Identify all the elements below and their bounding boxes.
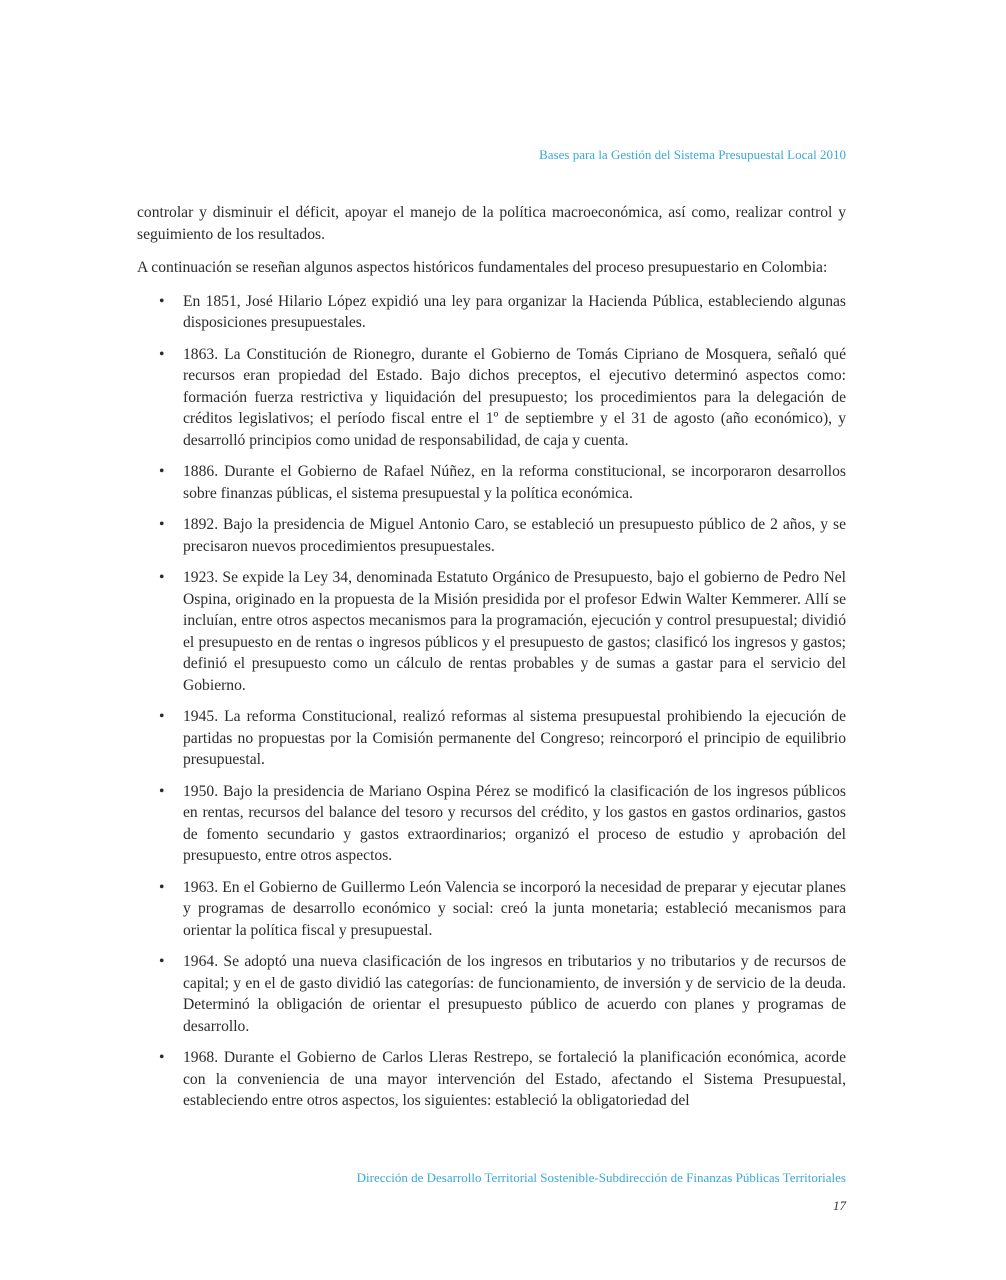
bullet-icon: •: [159, 516, 165, 533]
list-item: [137, 291, 846, 334]
paragraph-intro: controlar y disminuir el déficit, apoyar el manejo de la política macroeconómica, así como, realizar control y seguimiento de los resultados.: [137, 204, 846, 243]
list-item-text: 1886. Durante el Gobierno de Rafael Núñez, en la reforma constitucional, se incorporaron desarrollos sobre finanzas públicas, el sistema presupuestal y la política económica.: [183, 463, 846, 502]
list-item-text: 1964. Se adoptó una nueva clasificación de los ingresos en tributarios y no tributarios y de recursos de capital; y en el de gasto dividió las categorías: de funcionamiento, de inversión y de servicio de la deuda. Determinó la obligación de orientar el presupuesto público de acuerdo con planes y programas de desarrollo.: [183, 953, 846, 1035]
footer-credit: Dirección de Desarrollo Territorial Sostenible-Subdirección de Finanzas Públicas Territoriales: [356, 1170, 846, 1185]
list-item: [137, 567, 846, 696]
list-item-text: 1963. En el Gobierno de Guillermo León Valencia se incorporó la necesidad de preparar y ejecutar planes y programas de desarrollo económico y social: creó la junta monetaria; estableció mecanismos para orientar la política fiscal y presupuestal.: [183, 878, 846, 939]
list-item-text: 1863. La Constitución de Rionegro, durante el Gobierno de Tomás Cipriano de Mosquera, señaló qué recursos eran propiedad del Estado. Bajo dichos preceptos, el ejecutivo determinó aspectos como: formación fuerza restrictiva y liquidación del presupuesto; los procedimientos para la delegación de créditos legislativos; el período fiscal entre el 1º de septiembre y el 31 de agosto (año económico), y desarrolló principios como unidad de responsabilidad, de caja y cuenta.: [183, 345, 846, 449]
list-item-text: 1923. Se expide la Ley 34, denominada Estatuto Orgánico de Presupuesto, bajo el gobierno de Pedro Nel Ospina, originado en la propuesta de la Misión presidida por el profesor Edwin Walter Kemmerer. Allí se incluían, entre otros aspectos mecanismos para la programación, ejecución y control presupuestal; dividió el presupuesto en de rentas o ingresos públicos y el presupuesto de gastos; clasificó los ingresos y gastos; definió el presupuesto como un cálculo de rentas probables y de sumas a gastar para el servicio del Gobierno.: [183, 569, 846, 694]
list-item-text: 1968. Durante el Gobierno de Carlos Lleras Restrepo, se fortaleció la planificación económica, acorde con la conveniencia de una mayor intervención del Estado, afectando el Sistema Presupuestal, estableciendo entre otros aspectos, los siguientes: estableció la obligatoriedad del: [183, 1049, 846, 1109]
bullet-icon: •: [159, 878, 165, 896]
bullet-icon: •: [159, 953, 165, 970]
bullet-icon: •: [159, 345, 165, 363]
bullet-icon: •: [159, 782, 165, 800]
list-item: [137, 877, 846, 942]
list-item: [137, 1047, 846, 1112]
list-item: [137, 951, 846, 1037]
page-body: [137, 202, 846, 1122]
list-item-text: 1950. Bajo la presidencia de Mariano Ospina Pérez se modificó la clasificación de los ingresos públicos en rentas, recursos del balance del tesoro y recursos del crédito, y los gastos en gastos ordinarios, gastos de fomento secundario y gastos extraordinarios; organizó el proceso de estudio y aprobación del presupuesto, entre otros aspectos.: [183, 782, 846, 864]
running-header: Bases para la Gestión del Sistema Presupuestal Local 2010: [539, 147, 846, 162]
list-item-text: En 1851, José Hilario López expidió una ley para organizar la Hacienda Pública, estableciendo algunas disposiciones presupuestales.: [183, 292, 846, 331]
list-item: [137, 781, 846, 867]
list-item-text: 1892. Bajo la presidencia de Miguel Antonio Caro, se estableció un presupuesto público de 2 años, y se precisaron nuevos procedimientos presupuestales.: [183, 516, 846, 555]
list-item: [137, 461, 846, 504]
list-item: [137, 706, 846, 771]
list-item-text: 1945. La reforma Constitucional, realizó reformas al sistema presupuestal prohibiendo la ejecución de partidas no propuestas por la Comisión permanente del Congreso; reincorporó el principio de equilibrio presupuestal.: [183, 708, 846, 768]
bullet-icon: •: [159, 569, 165, 586]
bullet-icon: •: [159, 708, 165, 725]
list-item: [137, 344, 846, 452]
page-number: 17: [833, 1198, 846, 1213]
bullet-icon: •: [159, 463, 165, 480]
history-list: [137, 291, 846, 1112]
paragraph-lead-in: A continuación se reseñan algunos aspectos históricos fundamentales del proceso presupuestario en Colombia:: [137, 259, 828, 276]
list-item: [137, 514, 846, 557]
bullet-icon: •: [159, 292, 165, 310]
bullet-icon: •: [159, 1049, 165, 1066]
